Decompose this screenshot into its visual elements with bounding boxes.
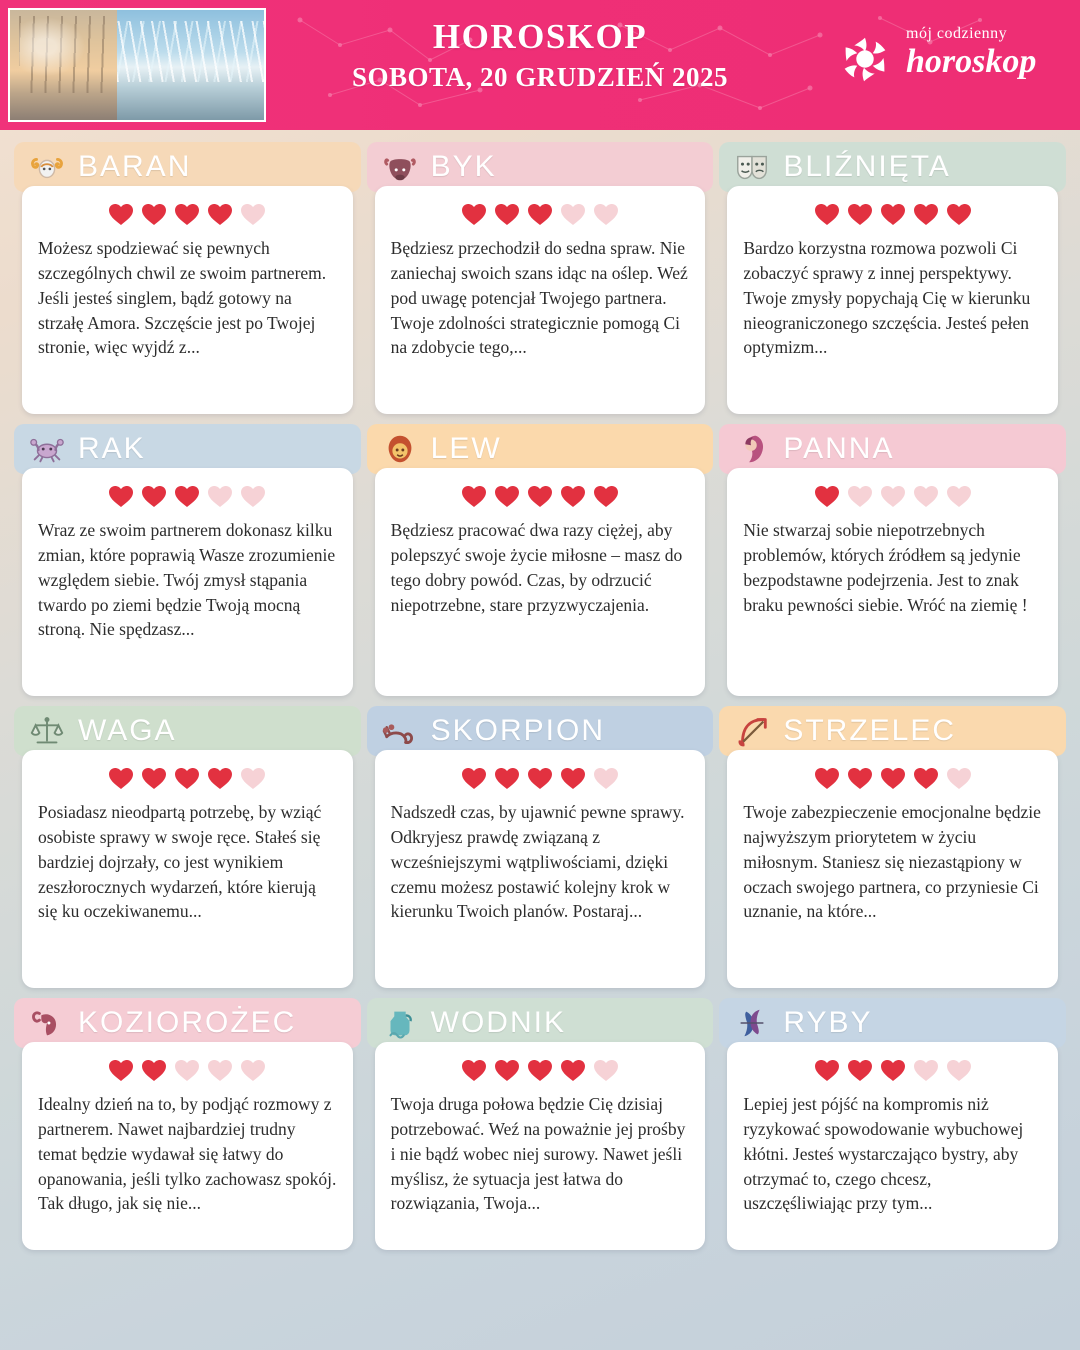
sign-description: Twoja druga połowa będzie Cię dzisiaj potrzebować. Weź na poważnie jej prośby i nie bądź wobec niej surowy. Nawet jeśli myślisz, że sytuacja jest łatwa do rozwiązania, Twoja... [390, 1094, 686, 1214]
capricorn-goat-icon [28, 1004, 66, 1042]
sign-card-strzelec[interactable] [719, 706, 1066, 988]
heart-filled-icon [108, 484, 134, 508]
sign-body [375, 186, 706, 414]
sign-name: KOZIOROŻEC [78, 1006, 297, 1039]
heart-filled-icon [847, 1058, 873, 1082]
heart-filled-icon [913, 202, 939, 226]
sign-body [22, 1042, 353, 1250]
heart-empty-icon [946, 1058, 972, 1082]
heart-empty-icon [880, 484, 906, 508]
sign-card-rak[interactable] [14, 424, 361, 696]
heart-filled-icon [461, 202, 487, 226]
sign-name: WODNIK [430, 1006, 566, 1039]
heart-empty-icon [593, 766, 619, 790]
heart-filled-icon [560, 1058, 586, 1082]
gemini-masks-icon [733, 148, 771, 186]
aquarius-jug-icon [381, 1004, 419, 1042]
sign-description: Idealny dzień na to, by podjąć rozmowy z partnerem. Nawet najbardziej trudny temat będzie wydawał się łatwy do opanowania, jeśli tylko zachowasz spokój. Tak długo, jak się nie... [38, 1094, 337, 1214]
heart-empty-icon [946, 484, 972, 508]
sign-card-lew[interactable] [367, 424, 714, 696]
heart-filled-icon [174, 202, 200, 226]
sign-header-wodnik [367, 998, 714, 1048]
heart-filled-icon [141, 484, 167, 508]
sign-name: LEW [430, 432, 502, 465]
sign-body [22, 186, 353, 414]
sign-name: BARAN [78, 150, 192, 183]
love-rating [38, 484, 337, 508]
taurus-bull-icon [381, 148, 419, 186]
sign-name: BYK [430, 150, 497, 183]
sign-header-byk [367, 142, 714, 192]
heart-filled-icon [461, 766, 487, 790]
sign-card-skorpion[interactable] [367, 706, 714, 988]
sign-card-baran[interactable] [14, 142, 361, 414]
sign-body [375, 750, 706, 988]
horoscope-grid [0, 134, 1080, 1260]
sign-description: Możesz spodziewać się pewnych szczególnych chwil ze swoim partnerem. Jeśli jesteś singlem, bądź gotowy na strzałę Amora. Szczęście jest po Twojej stronie, więc wyjdź z... [38, 238, 327, 358]
sign-name: STRZELEC [783, 714, 957, 747]
heart-empty-icon [593, 202, 619, 226]
sign-body [375, 1042, 706, 1250]
page-date: SOBOTA, 20 GRUDZIEŃ 2025 [351, 61, 729, 92]
sign-header-panna [719, 424, 1066, 474]
sign-card-wodnik[interactable] [367, 998, 714, 1250]
sign-description: Będziesz przechodził do sedna spraw. Nie zaniechaj swoich szans idąc na oślep. Weź pod uwagę potencjał Twojego partnera. Twoje zdolności strategicznie pomogą Ci na zdobycie tego,... [390, 238, 688, 358]
heart-filled-icon [814, 202, 840, 226]
sign-name: PANNA [783, 432, 895, 465]
heart-empty-icon [240, 484, 266, 508]
heart-empty-icon [174, 1058, 200, 1082]
heart-filled-icon [108, 766, 134, 790]
sign-body [727, 186, 1058, 414]
heart-filled-icon [108, 202, 134, 226]
sun-icon [834, 28, 896, 90]
love-rating [743, 766, 1042, 790]
sign-description: Bardzo korzystna rozmowa pozwoli Ci zobaczyć sprawy z innej perspektywy. Twoje zmysły popychają Cię w kierunku nieograniczonego szczęścia. Jesteś pełen optymizm... [743, 238, 1031, 358]
sign-header-skorpion [367, 706, 714, 756]
heart-filled-icon [494, 1058, 520, 1082]
heart-filled-icon [593, 484, 619, 508]
sign-card-koziorożec[interactable] [14, 998, 361, 1250]
pisces-fish-icon [733, 1004, 771, 1042]
brand-name: horoskop [906, 43, 1037, 80]
sign-header-baran [14, 142, 361, 192]
heart-filled-icon [207, 766, 233, 790]
sign-name: SKORPION [430, 714, 606, 747]
sign-name: RAK [78, 432, 146, 465]
love-rating [743, 1058, 1042, 1082]
heart-filled-icon [527, 202, 553, 226]
heart-filled-icon [560, 766, 586, 790]
heart-filled-icon [946, 202, 972, 226]
heart-empty-icon [593, 1058, 619, 1082]
sign-name: RYBY [783, 1006, 873, 1039]
heart-filled-icon [494, 766, 520, 790]
page-title: HOROSKOP [432, 17, 648, 56]
sign-body [727, 1042, 1058, 1250]
heart-filled-icon [527, 1058, 553, 1082]
heart-filled-icon [461, 1058, 487, 1082]
sign-header-strzelec [719, 706, 1066, 756]
heart-filled-icon [207, 202, 233, 226]
libra-scales-icon [28, 712, 66, 750]
brand-text-block [906, 26, 1036, 80]
sagittarius-bow-icon [733, 712, 771, 750]
heart-filled-icon [141, 1058, 167, 1082]
heart-filled-icon [174, 766, 200, 790]
sign-description: Twoje zabezpieczenie emocjonalne będzie najwyższym priorytetem w życiu miłosnym. Staniesz się niezastąpiony w oczach swojego partnera, co przyniesie Ci uznanie, na które... [743, 802, 1041, 922]
sign-body [727, 750, 1058, 988]
brand-logo [828, 18, 1058, 104]
heart-filled-icon [880, 1058, 906, 1082]
sign-description: Posiadasz nieodpartą potrzebę, by wziąć osobiste sprawy w swoje ręce. Stałeś się bardziej dojrzały, co jest wynikiem zeszłorocznych wydarzeń, które kierują się ku oczekiwanemu... [38, 802, 322, 922]
heart-empty-icon [560, 202, 586, 226]
sign-card-bliźnięta[interactable] [719, 142, 1066, 414]
heart-empty-icon [240, 766, 266, 790]
heart-filled-icon [527, 484, 553, 508]
heart-filled-icon [461, 484, 487, 508]
love-rating [391, 484, 690, 508]
sign-card-waga[interactable] [14, 706, 361, 988]
heart-filled-icon [814, 1058, 840, 1082]
heart-empty-icon [240, 1058, 266, 1082]
heart-filled-icon [527, 766, 553, 790]
heart-filled-icon [913, 766, 939, 790]
sign-header-koziorożec [14, 998, 361, 1048]
heart-filled-icon [174, 484, 200, 508]
heart-empty-icon [913, 484, 939, 508]
sign-card-ryby[interactable] [719, 998, 1066, 1250]
heart-empty-icon [847, 484, 873, 508]
love-rating [38, 202, 337, 226]
heart-empty-icon [913, 1058, 939, 1082]
sign-description: Nie stwarzaj sobie niepotrzebnych problemów, których źródłem są jedynie bezpodstawne podejrzenia. Jest to znak braku pewności siebie. Wróć na ziemię ! [743, 520, 1028, 615]
love-rating [391, 202, 690, 226]
love-rating [38, 1058, 337, 1082]
heart-filled-icon [847, 202, 873, 226]
virgo-maiden-icon [733, 430, 771, 468]
sign-name: WAGA [78, 714, 177, 747]
sign-description: Będziesz pracować dwa razy ciężej, aby polepszyć swoje życie miłosne – masz do tego dobry powód. Czas, by odrzucić niepotrzebne, stare przyzwyczajenia. [390, 520, 683, 615]
sign-body [375, 468, 706, 696]
heart-empty-icon [240, 202, 266, 226]
sign-body [727, 468, 1058, 696]
heart-filled-icon [814, 484, 840, 508]
love-rating [743, 202, 1042, 226]
heart-filled-icon [494, 484, 520, 508]
love-rating [391, 1058, 690, 1082]
sign-description: Nadszedł czas, by ujawnić pewne sprawy. Odkryjesz prawdę związaną z wcześniejszymi wątpliwościami, dzięki czemu możesz postawić kolejny krok w kierunku Twoich planów. Postaraj... [390, 802, 685, 922]
heart-filled-icon [847, 766, 873, 790]
heart-filled-icon [814, 766, 840, 790]
sign-body [22, 468, 353, 696]
sign-header-bliźnięta [719, 142, 1066, 192]
aries-ram-icon [28, 148, 66, 186]
sign-description: Wraz ze swoim partnerem dokonasz kilku zmian, które poprawią Wasze zrozumienie względem siebie. Twój zmysł stąpania twardo po ziemi będzie Twoją mocną stroną. Nie spędzasz... [38, 520, 336, 640]
heart-empty-icon [207, 1058, 233, 1082]
love-rating [743, 484, 1042, 508]
heart-filled-icon [141, 766, 167, 790]
page-header [0, 0, 1080, 130]
love-rating [38, 766, 337, 790]
leo-lion-icon [381, 430, 419, 468]
sign-header-waga [14, 706, 361, 756]
heart-filled-icon [494, 202, 520, 226]
heart-filled-icon [880, 202, 906, 226]
sign-card-byk[interactable] [367, 142, 714, 414]
love-rating [391, 766, 690, 790]
sign-card-panna[interactable] [719, 424, 1066, 696]
cancer-crab-icon [28, 430, 66, 468]
sign-body [22, 750, 353, 988]
heart-empty-icon [207, 484, 233, 508]
scorpio-scorpion-icon [381, 712, 419, 750]
sign-header-lew [367, 424, 714, 474]
heart-filled-icon [141, 202, 167, 226]
heart-empty-icon [946, 766, 972, 790]
sign-name: BLIŹNIĘTA [783, 150, 951, 183]
heart-filled-icon [560, 484, 586, 508]
heart-filled-icon [108, 1058, 134, 1082]
sign-header-ryby [719, 998, 1066, 1048]
sign-description: Lepiej jest pójść na kompromis niż ryzykować spowodowanie wybuchowej kłótni. Jesteś wystarczająco bystry, aby otrzymać to, czego chcesz, uszczęśliwiając przy tym... [743, 1094, 1024, 1214]
heart-filled-icon [880, 766, 906, 790]
brand-tagline: mój codzienny [906, 25, 1008, 42]
sign-header-rak [14, 424, 361, 474]
